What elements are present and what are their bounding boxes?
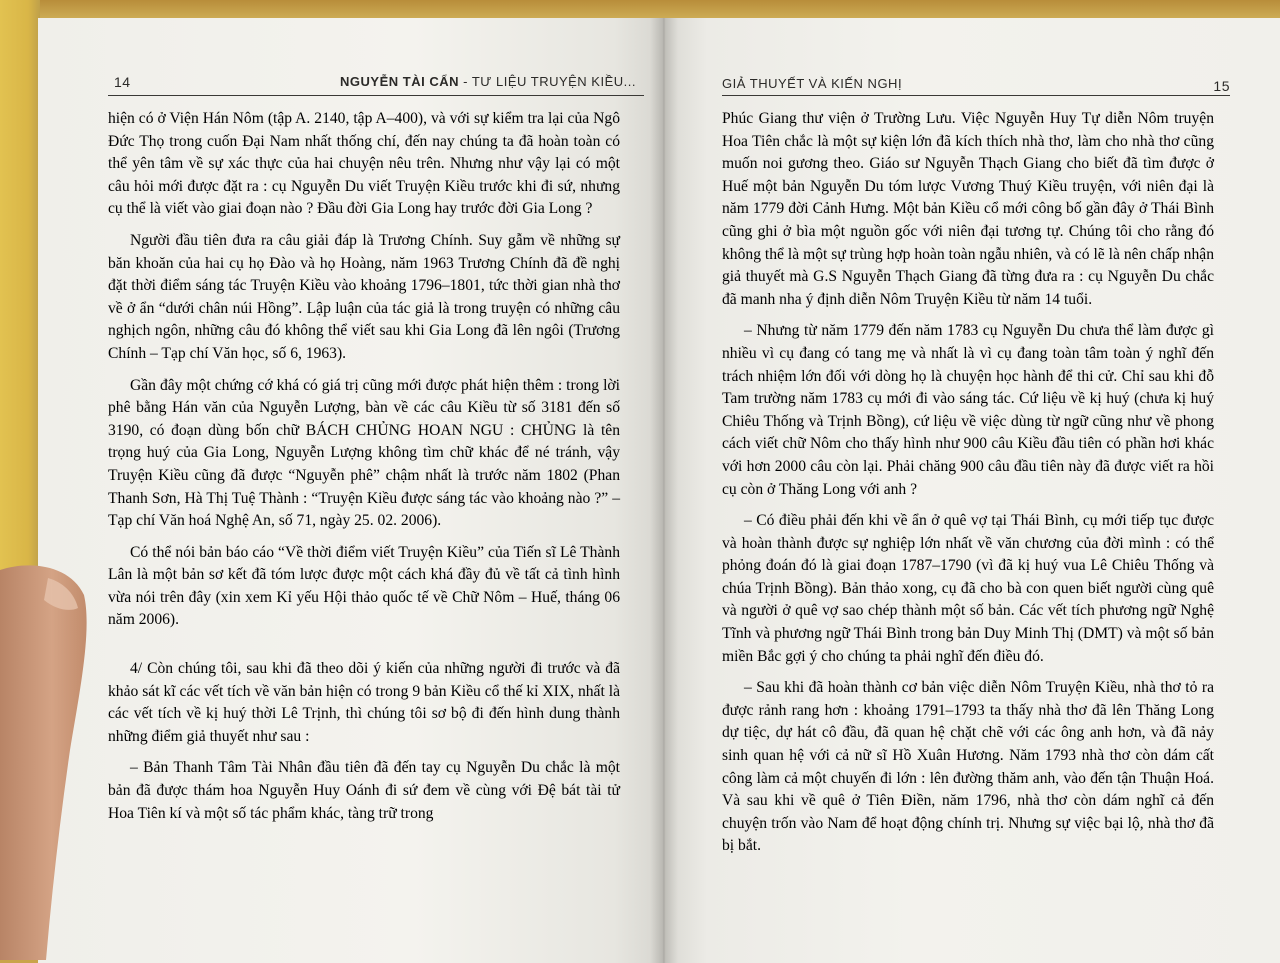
page-number-right: 15 [1213, 78, 1230, 94]
running-head-book-title: - TƯ LIỆU TRUYỆN KIỀU... [459, 74, 636, 89]
paragraph: Người đầu tiên đưa ra câu giải đáp là Trương Chính. Suy gẫm về những sự băn khoăn của hai cụ họ Đào và họ Hoàng, năm 1963 Trương Chính đã đề nghị đặt thời điểm sáng tác Truyện Kiều vào khoảng 1796–1801, tức thời gian nhà thơ về ở ẩn “dưới chân núi Hồng”. Lập luận của tác giả là trong truyện có những câu nghịch ngôn, những câu đó không thể viết sau khi Gia Long đã lên ngôi (Trương Chính – Tạp chí Văn học, số 6, 1963). [108, 231, 620, 362]
running-head-author: NGUYỄN TÀI CẨN [340, 74, 459, 89]
left-page-text [108, 108, 620, 834]
page-number-left: 14 [114, 74, 131, 90]
paragraph: – Bản Thanh Tâm Tài Nhân đầu tiên đã đến tay cụ Nguyễn Du chắc là một bản đã được thám hoa Nguyễn Huy Oánh đi sứ đem về cùng với Đệ bát tài tử Hoa Tiên kí và một số tác phẩm khác, tàng trữ trong [108, 759, 620, 822]
right-page-text [722, 108, 1214, 867]
paragraph: Phúc Giang thư viện ở Trường Lưu. Việc Nguyễn Huy Tự diễn Nôm truyện Hoa Tiên chắc là một sự kiện lớn đã kích thích nhà thơ, làm cho nhà thơ cũng muốn noi gương theo. Giáo sư Nguyễn Thạch Giang cho biết đã tìm được ở Huế một bản Nguyễn Du tóm lược Vương Thuý Kiều truyện, với niên đại là năm 1779 đời Cảnh Hưng. Một bản Kiều cổ mới công bố gần đây ở Thái Bình cũng ghi ở bìa một nguồn gốc với niên đại tương tự. Chúng tôi cho rằng đó không thể là một sự trùng hợp hoàn toàn ngẫu nhiên, và có lẽ là nên chấp nhận giả thuyết mà G.S Nguyễn Thạch Giang đã từng đưa ra : cụ Nguyễn Du chắc đã manh nha ý định diễn Nôm Truyện Kiều từ năm 14 tuổi. [722, 110, 1214, 308]
paragraph: 4/ Còn chúng tôi, sau khi đã theo dõi ý kiến của những người đi trước và đã khảo sát kĩ các vết tích về văn bản hiện có trong 9 bản Kiều cổ thế kỉ XIX, nhất là các vết tích về kị huý thời Lê Trịnh, thì chúng tôi sơ bộ đi đến hình dung thành những điểm giả thuyết như sau : [108, 660, 620, 745]
right-running-head [722, 72, 1230, 94]
running-head-rule [722, 95, 1230, 96]
paragraph: – Sau khi đã hoàn thành cơ bản việc diễn Nôm Truyện Kiều, nhà thơ tỏ ra được rảnh rang hơn : khoảng 1791–1793 ta thấy nhà thơ đã lên Thăng Long dự tiệc, dự hát cô đầu, đã quan hệ chặt chẽ với các ông anh hơn, và đã nảy sinh quan hệ với cả nữ sĩ Hồ Xuân Hương. Năm 1793 nhà thơ còn dám cất công làm cả một chuyến đi lớn : lên đường thăm anh, vào đến tận Thuận Hoá. Và sau khi về quê ở Tiên Điền, năm 1796, nhà thơ còn dám nghĩ cả đến chuyện trốn vào Nam để hoạt động chính trị. Nhưng sự việc bại lộ, nhà thơ đã bị bắt. [722, 679, 1214, 855]
paragraph: Có thể nói bản báo cáo “Về thời điểm viết Truyện Kiều” của Tiến sĩ Lê Thành Lân là một bản sơ kết đã tóm lược được một cách khá đầy đủ về tất cả tình hình vừa nói trên đây (xin xem Kỉ yếu Hội thảo quốc tế về Chữ Nôm – Huế, tháng 06 năm 2006). [108, 543, 620, 629]
left-running-head-title [340, 74, 636, 89]
left-running-head [108, 72, 644, 94]
paragraph: – Nhưng từ năm 1779 đến năm 1783 cụ Nguyễn Du chưa thể làm được gì nhiều vì cụ đang có tang mẹ và nhất là vì cụ đang toàn tâm toàn ý nghĩ đến trách nhiệm lớn đối với dòng họ là chuyện học hành để thi cử. Chỉ sau khi đỗ Tam trường năm 1783 cụ mới đi vào sáng tác. Cứ liệu về kị huý (chưa kị huý Chiêu Thống và Trịnh Bồng), cứ liệu về việc dùng từ ngữ cũng như về phong cách viết chữ Nôm cho thấy hình như 900 câu Kiều đầu tiên có phần hơi khác với hơn 2000 câu còn lại. Phải chăng 900 câu đầu tiên này đã được viết ra hồi cụ còn ở Thăng Long với anh ? [722, 322, 1214, 498]
paragraph: Gần đây một chứng cớ khá có giá trị cũng mới được phát hiện thêm : trong lời phê bằng Hán văn của Nguyễn Lượng, bàn về các câu Kiều từ số 3181 đến số 3190, có đoạn dùng bốn chữ BÁCH CHỦNG HOAN NGU : CHỦNG là tên trọng huý của Gia Long, Nguyễn Lượng không tìm chữ khác để né tránh, vậy Truyện Kiều cũng đã được “Nguyễn phê” chậm nhất là trước năm 1802 (Phan Thanh Sơn, Hà Thị Tuệ Thành : “Truyện Kiều được sáng tác vào khoảng nào ?” –Tạp chí Văn hoá Nghệ An, số 71, ngày 25. 02. 2006). [108, 376, 620, 530]
right-running-head-title: GIẢ THUYẾT VÀ KIẾN NGHỊ [722, 76, 903, 91]
thumb-image [0, 560, 90, 960]
paragraph: – Có điều phải đến khi về ẩn ở quê vợ tại Thái Bình, cụ mới tiếp tục được và hoàn thành được sự nghiệp lớn nhất về văn chương của đời mình : có thể phỏng đoán đó là giai đoạn 1787–1790 (vì đã kị huý vua Lê Chiêu Thống và chúa Trịnh Bồng). Bản thảo xong, cụ đã cho bà con quen biết người cùng quê và người ở quê vợ sao chép thành một số bản. Các vết tích phương ngữ Nghệ Tĩnh và phương ngữ Thái Bình trong bản Duy Minh Thị (DMT) và một số bản miền Bắc gợi ý cho chúng ta phải nghĩ đến điều đó. [722, 512, 1214, 665]
running-head-rule [108, 95, 644, 96]
book-spine-shadow [650, 18, 678, 963]
paragraph: hiện có ở Viện Hán Nôm (tập A. 2140, tập A–400), và với sự kiểm tra lại của Ngô Đức Thọ trong cuốn Đại Nam nhất thống chí, đến nay chúng ta đã hoàn toàn có thể yên tâm về sự xác thực của hai chuyện nêu trên. Nhưng như vậy lại có một câu hỏi mới được đặt ra : cụ Nguyễn Du viết Truyện Kiều trước khi đi sứ, nhưng cụ thể là viết vào giai đoạn nào ? Đầu đời Gia Long hay trước đời Gia Long ? [108, 110, 620, 218]
